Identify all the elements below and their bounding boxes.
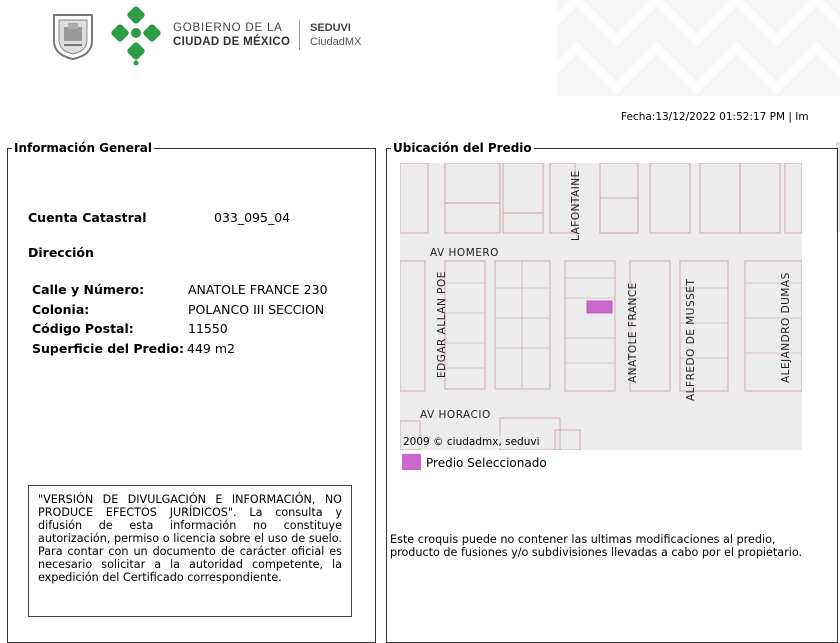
predio-legend-swatch [402,454,421,470]
ubicacion-predio-legend: Ubicación del Predio [393,141,532,155]
map-parcels [400,163,802,450]
street-alejandro-dumas: ALEJANDRO DUMAS [780,272,792,383]
gob-cdmx-label: GOBIERNO DE LA CIUDAD DE MÉXICO [173,22,291,48]
informacion-general-legend: Información General [14,141,152,155]
calle-value: ANATOLE FRANCE 230 [188,282,328,297]
header-divider [299,20,300,50]
codigo-postal-label: Código Postal: [32,321,134,336]
superficie-label: Superficie del Predio: [32,341,184,356]
fecha-timestamp: Fecha:13/12/2022 01:52:17 PM | Im [621,111,809,123]
cdmx-logo [110,6,162,66]
direccion-heading: Dirección [28,245,94,260]
codigo-postal-value: 11550 [188,321,228,336]
disclaimer-box: "VERSIÓN DE DIVULGACIÓN E INFORMACIÓN, NO PRODUCE EFECTOS JURÍDICOS". La consulta y difusión de esta información no constituye autorización, permiso o licencia sobre el uso de suelo. Para contar con un documento de carácter oficial es necesario solicitar a la autoridad competente, la expedición del Certificado correspondiente. [28,485,352,617]
calle-label: Calle y Número: [32,282,145,297]
street-edgar-allan-poe: EDGAR ALLAN POE [436,271,448,378]
selected-parcel[interactable] [587,301,612,313]
street-anatole-france: ANATOLE FRANCE [627,282,639,383]
coat-of-arms-logo [50,11,96,61]
page-header [0,0,840,96]
header-pattern [557,0,840,96]
street-lafontaine: LAFONTAINE [570,170,582,241]
location-map[interactable] [400,163,802,450]
colonia-label: Colonia: [32,302,90,317]
predio-legend-label: Predio Seleccionado [426,456,547,470]
street-av-horacio: AV HORACIO [420,409,491,421]
seduvi-label: SEDUVI CiudadMX [310,22,362,48]
street-alfredo-de-musset: ALFREDO DE MUSSET [685,278,697,401]
cuenta-catastral-label: Cuenta Catastral [28,210,147,225]
cuenta-catastral-value: 033_095_04 [214,210,291,225]
colonia-value: POLANCO III SECCION [188,302,325,317]
street-av-homero: AV HOMERO [430,247,499,259]
superficie-value: 449 m2 [187,341,235,356]
croquis-note: Este croquis puede no contener las ultimas modificaciones al predio, producto de fusiones y/o subdivisiones llevadas a cabo por el propietario. [390,533,803,559]
map-copyright: 2009 © ciudadmx, seduvi [403,436,540,448]
